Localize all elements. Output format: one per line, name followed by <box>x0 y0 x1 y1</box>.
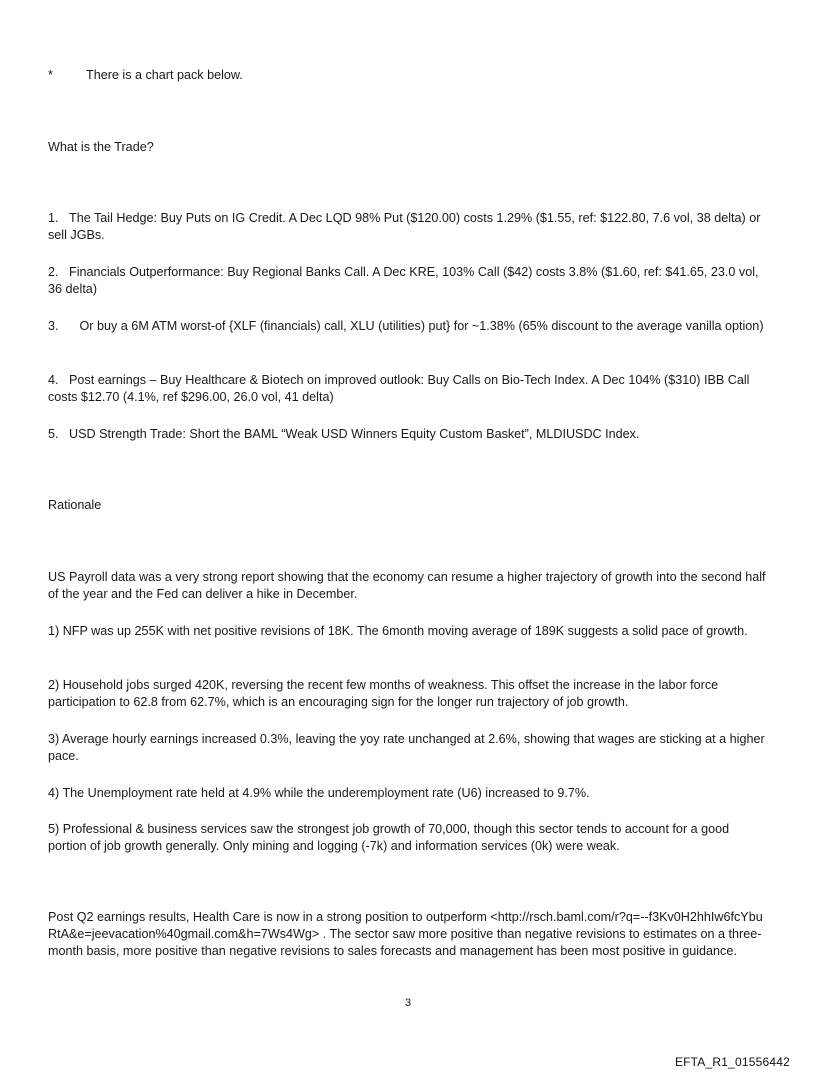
trade-number: 4. <box>48 373 59 387</box>
rationale-point-1: 1) NFP was up 255K with net positive revisions of 18K. The 6month moving average of 189K suggests a solid pace of growth. <box>48 624 748 638</box>
rationale-heading: Rationale <box>48 498 102 512</box>
trade-item-1 <box>48 210 770 244</box>
trade-number: 5. <box>48 427 59 441</box>
trade-item-4 <box>48 372 770 406</box>
trade-heading: What is the Trade? <box>48 140 154 154</box>
trade-text: The Tail Hedge: Buy Puts on IG Credit. A Dec LQD 98% Put ($120.00) costs 1.29% ($1.55, ref: $122.80, 7.6 vol, 38 delta) or sell JGBs. <box>48 211 761 242</box>
trade-number: 2. <box>48 265 59 279</box>
trade-number: 1. <box>48 211 59 225</box>
trade-text: USD Strength Trade: Short the BAML “Weak USD Winners Equity Custom Basket”, MLDIUSDC Index. <box>69 427 640 441</box>
research-link[interactable]: <http://rsch.baml.com/r?q=--f3Kv0H2hhIw6fcYbuRtA&e=jeevacation%40gmail.com&h=7Ws4Wg> <box>48 910 763 941</box>
document-id: EFTA_R1_01556442 <box>674 1055 790 1069</box>
trade-number: 3. <box>48 319 59 333</box>
rationale-intro: US Payroll data was a very strong report showing that the economy can resume a higher trajectory of growth into the second half of the year and the Fed can deliver a hike in December. <box>48 570 766 601</box>
healthcare-text-before: Post Q2 earnings results, Health Care is now in a strong position to outperform <box>48 910 491 924</box>
rationale-point-5: 5) Professional & business services saw the strongest job growth of 70,000, though this sector tends to account for a good portion of job growth generally. Only mining and logging (-7k) and information services (0k) were weak. <box>48 822 730 853</box>
page-number: 3 <box>404 997 412 1009</box>
rationale-point-2: 2) Household jobs surged 420K, reversing the recent few months of weakness. This offset the increase in the labor force participation to 62.8 from 62.7%, which is an encouraging sign for the longer run trajectory of job growth. <box>48 678 719 709</box>
trade-text: Financials Outperformance: Buy Regional Banks Call. A Dec KRE, 103% Call ($42) costs 3.8% ($1.60, ref: $41.65, 23.0 vol, 36 delta) <box>48 265 759 296</box>
rationale-point-4: 4) The Unemployment rate held at 4.9% while the underemployment rate (U6) increased to 9.7%. <box>48 786 590 800</box>
bullet-star: * <box>48 68 53 82</box>
trade-text: Post earnings – Buy Healthcare & Biotech on improved outlook: Buy Calls on Bio-Tech Index. A Dec 104% ($310) IBB Call costs $12.70 (4.1%, ref $296.00, 26.0 vol, 41 delta) <box>48 373 750 404</box>
trade-item-3 <box>48 318 770 335</box>
trade-text: Or buy a 6M ATM worst-of {XLF (financials) call, XLU (utilities) put} for ~1.38% (65% discount to the average vanilla option) <box>79 319 764 333</box>
healthcare-text-after: . The sector saw more positive than negative revisions to estimates on a three-month basis, more positive than negative revisions to sales forecasts and management has been most positive in guidance. <box>48 927 762 958</box>
trade-item-5 <box>48 426 770 443</box>
trade-item-2 <box>48 264 770 298</box>
rationale-point-3: 3) Average hourly earnings increased 0.3%, leaving the yoy rate unchanged at 2.6%, showing that wages are sticking at a higher pace. <box>48 732 765 763</box>
chart-pack-note: There is a chart pack below. <box>86 68 243 82</box>
healthcare-paragraph <box>48 909 770 960</box>
